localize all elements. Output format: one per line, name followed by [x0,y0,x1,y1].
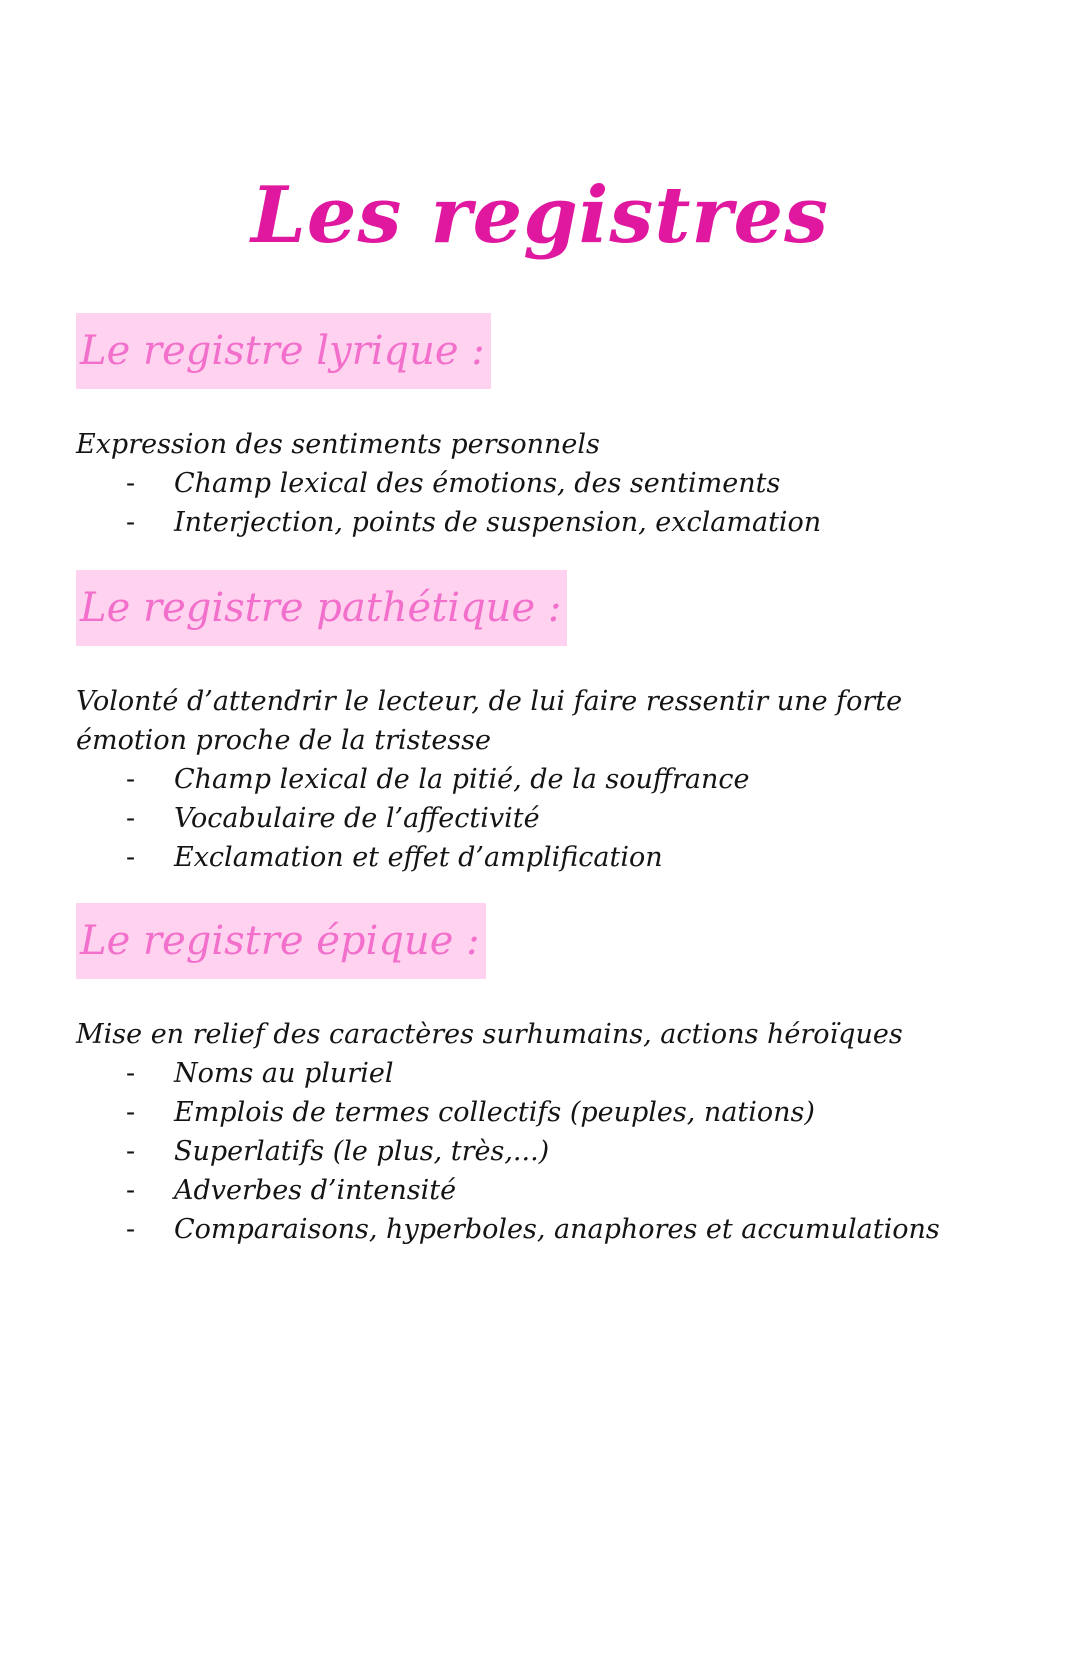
list-item-text: Emplois de termes collectifs (peuples, nations) [174,1097,815,1128]
section-heading-highlight [76,313,491,389]
section-intro: Mise en relief des caractères surhumains, actions héroïques [76,1019,903,1050]
list-item-text: Vocabulaire de l’affectivité [174,803,540,834]
section-heading: Le registre lyrique : [80,328,485,374]
bullet-dash: - [126,1097,136,1128]
list-item [76,799,976,838]
list-item [76,1132,976,1171]
bullet-dash: - [126,842,136,873]
list-item [76,1093,976,1132]
list-item-text: Interjection, points de suspension, exclamation [174,507,822,538]
bullet-dash: - [126,1214,136,1245]
bullet-dash: - [126,1136,136,1167]
list-item [76,503,976,542]
section-intro: Volonté d’attendrir le lecteur, de lui faire ressentir une forte émotion proche de la tristesse [76,686,903,756]
bullet-dash: - [126,1175,136,1206]
list-item-text: Champ lexical des émotions, des sentiments [174,468,781,499]
section-heading: Le registre pathétique : [80,585,562,631]
section-heading-highlight [76,903,486,979]
list-item-text: Comparaisons, hyperboles, anaphores et accumulations [174,1214,940,1245]
list-item [76,760,976,799]
section-pathetique [76,570,976,877]
bullet-list [76,760,976,877]
list-item [76,1171,976,1210]
list-item-text: Superlatifs (le plus, très,...) [174,1136,550,1167]
section-heading-highlight [76,570,567,646]
bullet-dash: - [126,803,136,834]
section-lyrique [76,313,976,542]
list-item [76,838,976,877]
bullet-dash: - [126,764,136,795]
bullet-dash: - [126,1058,136,1089]
list-item [76,1054,976,1093]
list-item [76,464,976,503]
list-item [76,1210,976,1249]
section-heading: Le registre épique : [80,918,480,964]
list-item-text: Champ lexical de la pitié, de la souffrance [174,764,750,795]
list-item-text: Noms au pluriel [174,1058,394,1089]
bullet-dash: - [126,507,136,538]
list-item-text: Adverbes d’intensité [174,1175,457,1206]
bullet-dash: - [126,468,136,499]
bullet-list [76,464,976,542]
section-intro: Expression des sentiments personnels [76,429,600,460]
list-item-text: Exclamation et effet d’amplification [174,842,663,873]
page-title: Les registres [250,170,829,261]
section-epique [76,903,976,1249]
bullet-list [76,1054,976,1249]
